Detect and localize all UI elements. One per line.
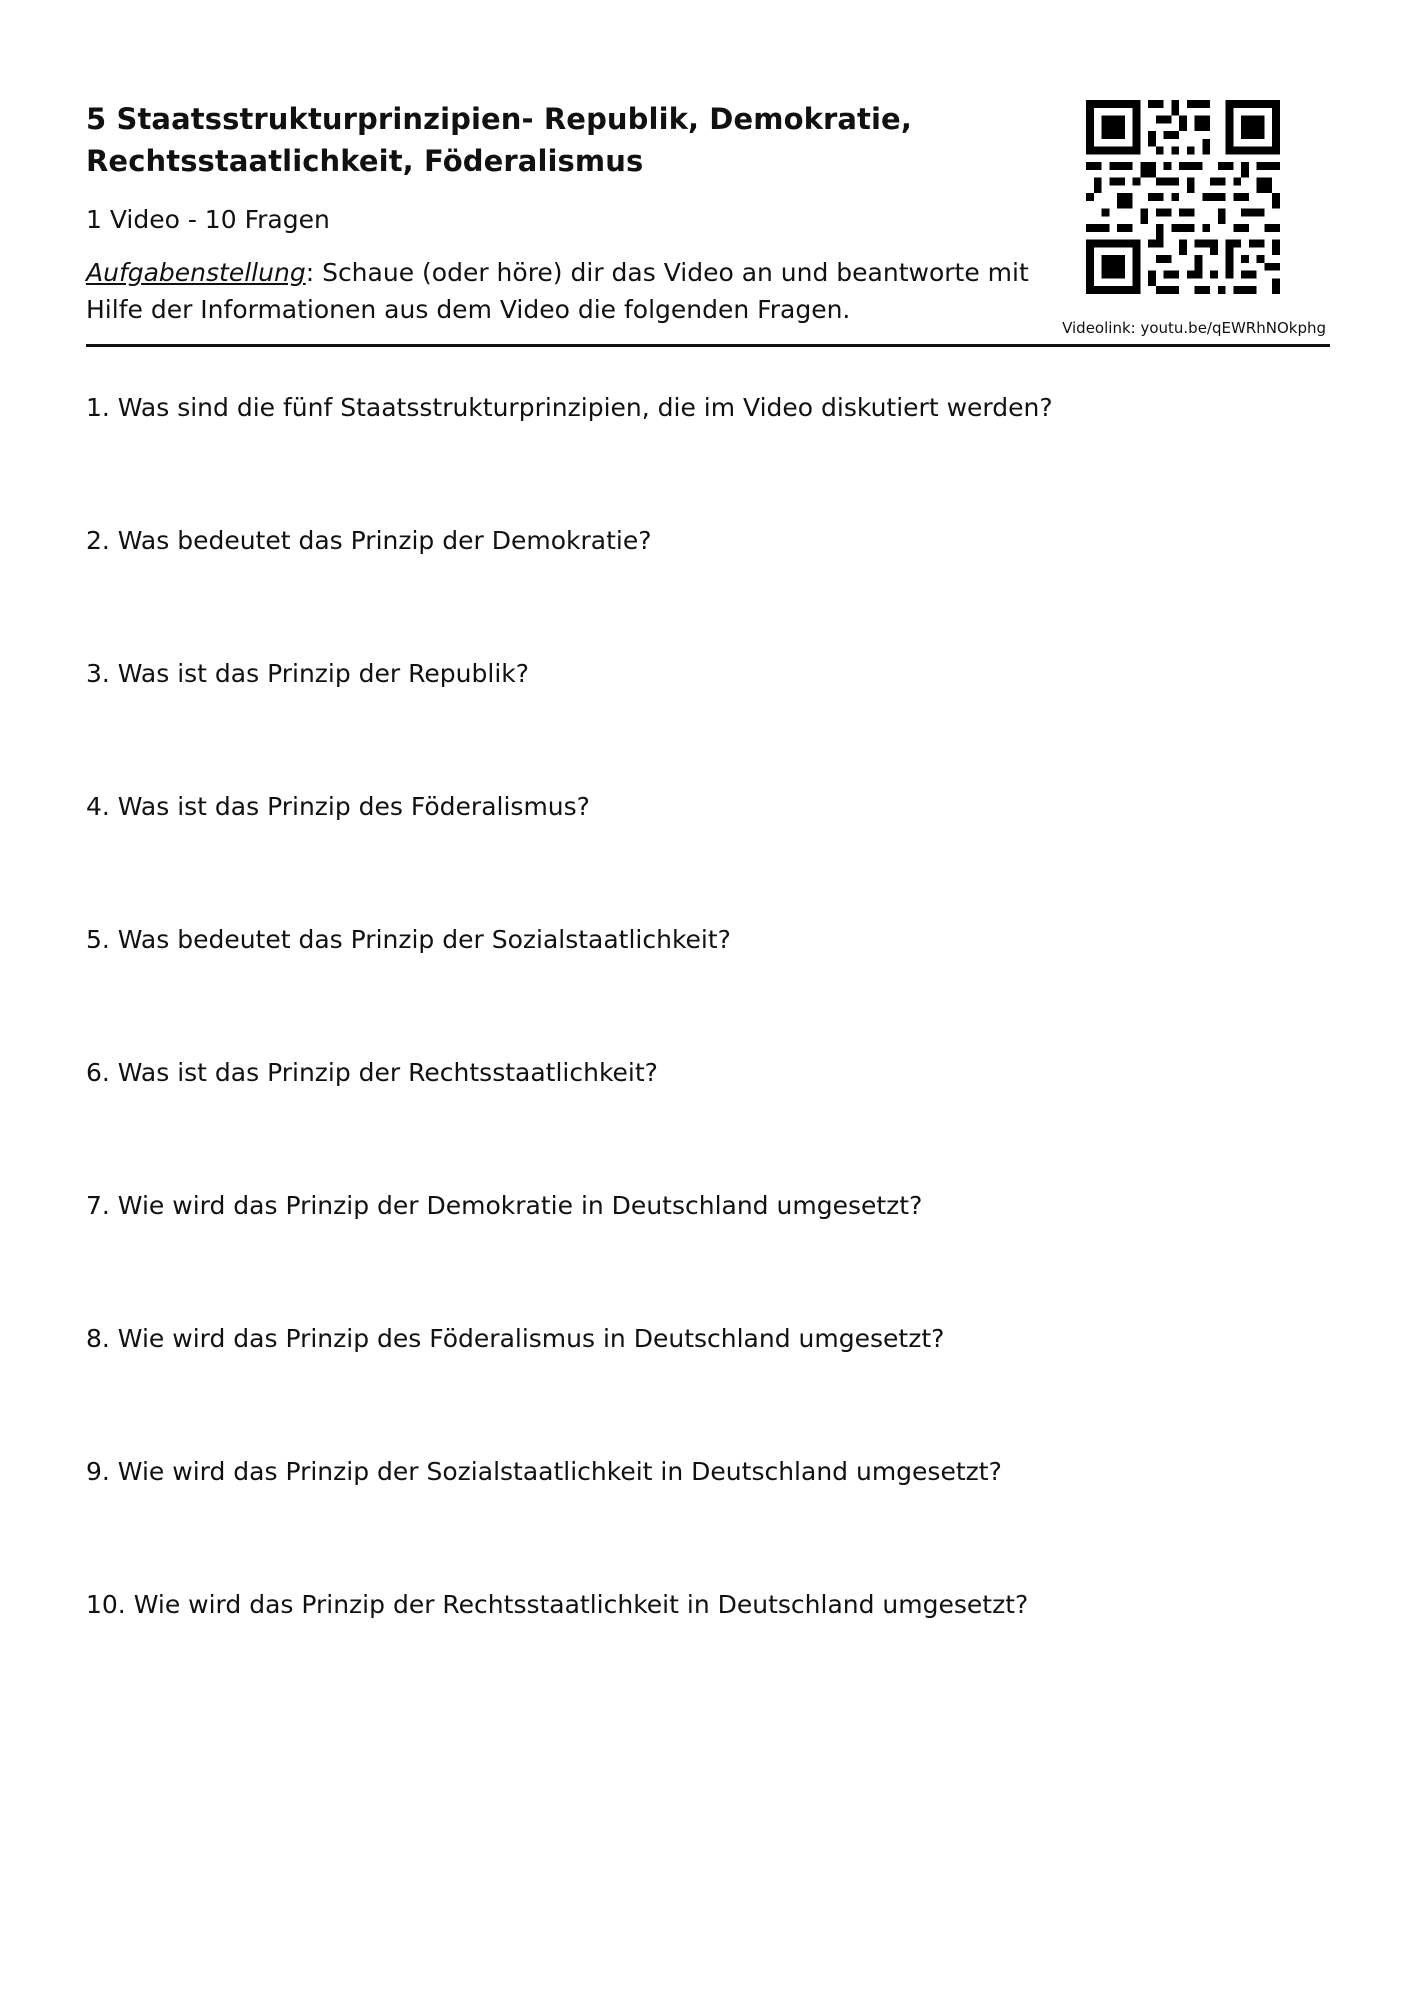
header-divider	[86, 344, 1330, 347]
video-link[interactable]: Videolink: youtu.be/qEWRhNOkphg	[1062, 319, 1326, 337]
question-8: 8. Wie wird das Prinzip des Föderalismus in Deutschland umgesetzt?	[86, 1324, 945, 1353]
question-5: 5. Was bedeutet das Prinzip der Sozialstaatlichkeit?	[86, 925, 731, 954]
task-label: Aufgabenstellung	[86, 258, 306, 287]
question-10: 10. Wie wird das Prinzip der Rechtsstaatlichkeit in Deutschland umgesetzt?	[86, 1590, 1029, 1619]
title-line-2: Rechtsstaatlichkeit, Föderalismus	[86, 144, 644, 178]
question-2: 2. Was bedeutet das Prinzip der Demokratie?	[86, 526, 652, 555]
question-3: 3. Was ist das Prinzip der Republik?	[86, 659, 530, 688]
question-1: 1. Was sind die fünf Staatsstrukturprinzipien, die im Video diskutiert werden?	[86, 393, 1053, 422]
task-text: : Schaue (oder höre) dir das Video an und beantworte mit Hilfe der Informationen aus dem Video die folgenden Fragen.	[86, 258, 1029, 324]
question-6: 6. Was ist das Prinzip der Rechtsstaatlichkeit?	[86, 1058, 658, 1087]
task-instructions	[86, 254, 1046, 328]
qr-code-icon[interactable]	[1086, 100, 1280, 294]
question-4: 4. Was ist das Prinzip des Föderalismus?	[86, 792, 590, 821]
subtitle: 1 Video - 10 Fragen	[86, 205, 330, 234]
question-9: 9. Wie wird das Prinzip der Sozialstaatlichkeit in Deutschland umgesetzt?	[86, 1457, 1002, 1486]
page-title	[86, 98, 1026, 182]
question-7: 7. Wie wird das Prinzip der Demokratie in Deutschland umgesetzt?	[86, 1191, 923, 1220]
title-line-1: 5 Staatsstrukturprinzipien- Republik, Demokratie,	[86, 102, 912, 136]
